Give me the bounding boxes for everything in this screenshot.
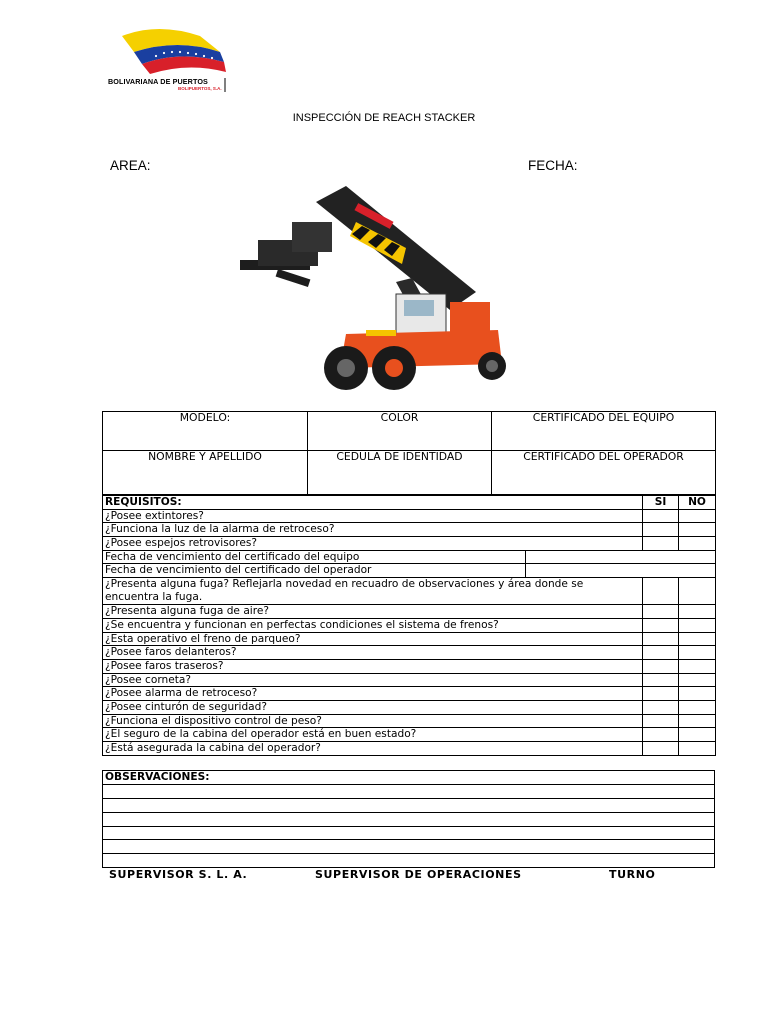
table-row	[103, 537, 716, 551]
observation-line[interactable]	[103, 840, 715, 854]
table-row	[103, 509, 716, 523]
table-row	[103, 673, 716, 687]
table-row	[103, 742, 716, 756]
si-checkbox-cell[interactable]	[643, 700, 679, 714]
no-checkbox-cell[interactable]	[679, 742, 716, 756]
no-checkbox-cell[interactable]	[679, 578, 716, 605]
table-row	[103, 523, 716, 537]
si-checkbox-cell[interactable]	[643, 742, 679, 756]
table-row	[103, 700, 716, 714]
table-row	[103, 550, 716, 564]
requirement-label: ¿Está asegurada la cabina del operador?	[103, 742, 643, 756]
turno-label: TURNO	[609, 868, 656, 881]
requirement-label: ¿Posee faros traseros?	[103, 659, 643, 673]
si-checkbox-cell[interactable]	[643, 714, 679, 728]
no-checkbox-cell[interactable]	[679, 605, 716, 619]
si-checkbox-cell[interactable]	[643, 537, 679, 551]
si-checkbox-cell[interactable]	[643, 578, 679, 605]
requirement-label: ¿Posee alarma de retroceso?	[103, 687, 643, 701]
observaciones-table	[102, 770, 715, 868]
no-checkbox-cell[interactable]	[679, 523, 716, 537]
table-row	[103, 646, 716, 660]
cedula-cell[interactable]: CEDULA DE IDENTIDAD	[308, 451, 492, 495]
requirement-label: ¿Posee espejos retrovisores?	[103, 537, 643, 551]
observation-line[interactable]	[103, 854, 715, 868]
observation-line[interactable]	[103, 812, 715, 826]
no-checkbox-cell[interactable]	[679, 700, 716, 714]
requirement-label: ¿Se encuentra y funcionan en perfectas condiciones el sistema de frenos?	[103, 618, 643, 632]
certificado-equipo-cell[interactable]: CERTIFICADO DEL EQUIPO	[492, 412, 716, 451]
company-logo	[108, 22, 232, 102]
requirement-label: ¿Funciona la luz de la alarma de retroceso?	[103, 523, 643, 537]
requirement-label: ¿Posee corneta?	[103, 673, 643, 687]
logo-name: BOLIVARIANA DE PUERTOS	[108, 77, 208, 86]
observation-line[interactable]	[103, 798, 715, 812]
si-checkbox-cell[interactable]	[643, 618, 679, 632]
table-row	[103, 687, 716, 701]
area-label: AREA:	[110, 158, 151, 173]
no-checkbox-cell[interactable]	[679, 673, 716, 687]
si-checkbox-cell[interactable]	[643, 509, 679, 523]
table-row	[103, 728, 716, 742]
si-checkbox-cell[interactable]	[643, 673, 679, 687]
no-checkbox-cell[interactable]	[679, 537, 716, 551]
observation-line[interactable]	[103, 826, 715, 840]
table-row	[103, 578, 716, 605]
color-cell[interactable]: COLOR	[308, 412, 492, 451]
no-checkbox-cell[interactable]	[679, 632, 716, 646]
si-checkbox-cell[interactable]	[643, 687, 679, 701]
no-checkbox-cell[interactable]	[679, 646, 716, 660]
si-checkbox-cell[interactable]	[643, 728, 679, 742]
date-field[interactable]	[526, 550, 716, 564]
no-header: NO	[679, 496, 716, 510]
no-checkbox-cell[interactable]	[679, 659, 716, 673]
requirement-label: ¿Posee faros delanteros?	[103, 646, 643, 660]
logo-subtitle: BOLIPUERTOS, S.A.	[178, 86, 222, 91]
requirement-label: ¿Presenta alguna fuga de aire?	[103, 605, 643, 619]
table-row	[103, 714, 716, 728]
requirement-label: ¿Posee cinturón de seguridad?	[103, 700, 643, 714]
certificado-operador-cell[interactable]: CERTIFICADO DEL OPERADOR	[492, 451, 716, 495]
no-checkbox-cell[interactable]	[679, 714, 716, 728]
si-checkbox-cell[interactable]	[643, 632, 679, 646]
no-checkbox-cell[interactable]	[679, 509, 716, 523]
reach-stacker-image	[236, 182, 508, 394]
requirement-label: ¿Posee extintores?	[103, 509, 643, 523]
requirement-label: ¿Esta operativo el freno de parqueo?	[103, 632, 643, 646]
table-row	[103, 564, 716, 578]
si-checkbox-cell[interactable]	[643, 659, 679, 673]
no-checkbox-cell[interactable]	[679, 618, 716, 632]
requirement-label: ¿El seguro de la cabina del operador está en buen estado?	[103, 728, 643, 742]
document-title: INSPECCIÓN DE REACH STACKER	[292, 112, 476, 124]
observation-line[interactable]	[103, 784, 715, 798]
observaciones-header: OBSERVACIONES:	[103, 771, 715, 785]
fecha-label: FECHA:	[528, 158, 578, 173]
si-checkbox-cell[interactable]	[643, 523, 679, 537]
requirement-label: ¿Funciona el dispositivo control de peso?	[103, 714, 643, 728]
date-field[interactable]	[526, 564, 716, 578]
requisitos-header: REQUISITOS:	[103, 496, 643, 510]
table-row	[103, 618, 716, 632]
supervisor-sla-label: SUPERVISOR S. L. A.	[109, 868, 248, 881]
table-row	[103, 632, 716, 646]
no-checkbox-cell[interactable]	[679, 728, 716, 742]
si-header: SI	[643, 496, 679, 510]
modelo-cell[interactable]: MODELO:	[103, 412, 308, 451]
nombre-apellido-cell[interactable]: NOMBRE Y APELLIDO	[103, 451, 308, 495]
requirements-table	[102, 495, 716, 756]
si-checkbox-cell[interactable]	[643, 646, 679, 660]
table-row	[103, 605, 716, 619]
si-checkbox-cell[interactable]	[643, 605, 679, 619]
date-label: Fecha de vencimiento del certificado del equipo	[103, 550, 526, 564]
no-checkbox-cell[interactable]	[679, 687, 716, 701]
date-label: Fecha de vencimiento del certificado del operador	[103, 564, 526, 578]
requirement-label: ¿Presenta alguna fuga? Reflejarla novedad en recuadro de observaciones y área donde se encuentra la fuga.	[103, 578, 643, 605]
table-row	[103, 659, 716, 673]
header-table	[102, 411, 716, 495]
supervisor-operaciones-label: SUPERVISOR DE OPERACIONES	[315, 868, 522, 881]
